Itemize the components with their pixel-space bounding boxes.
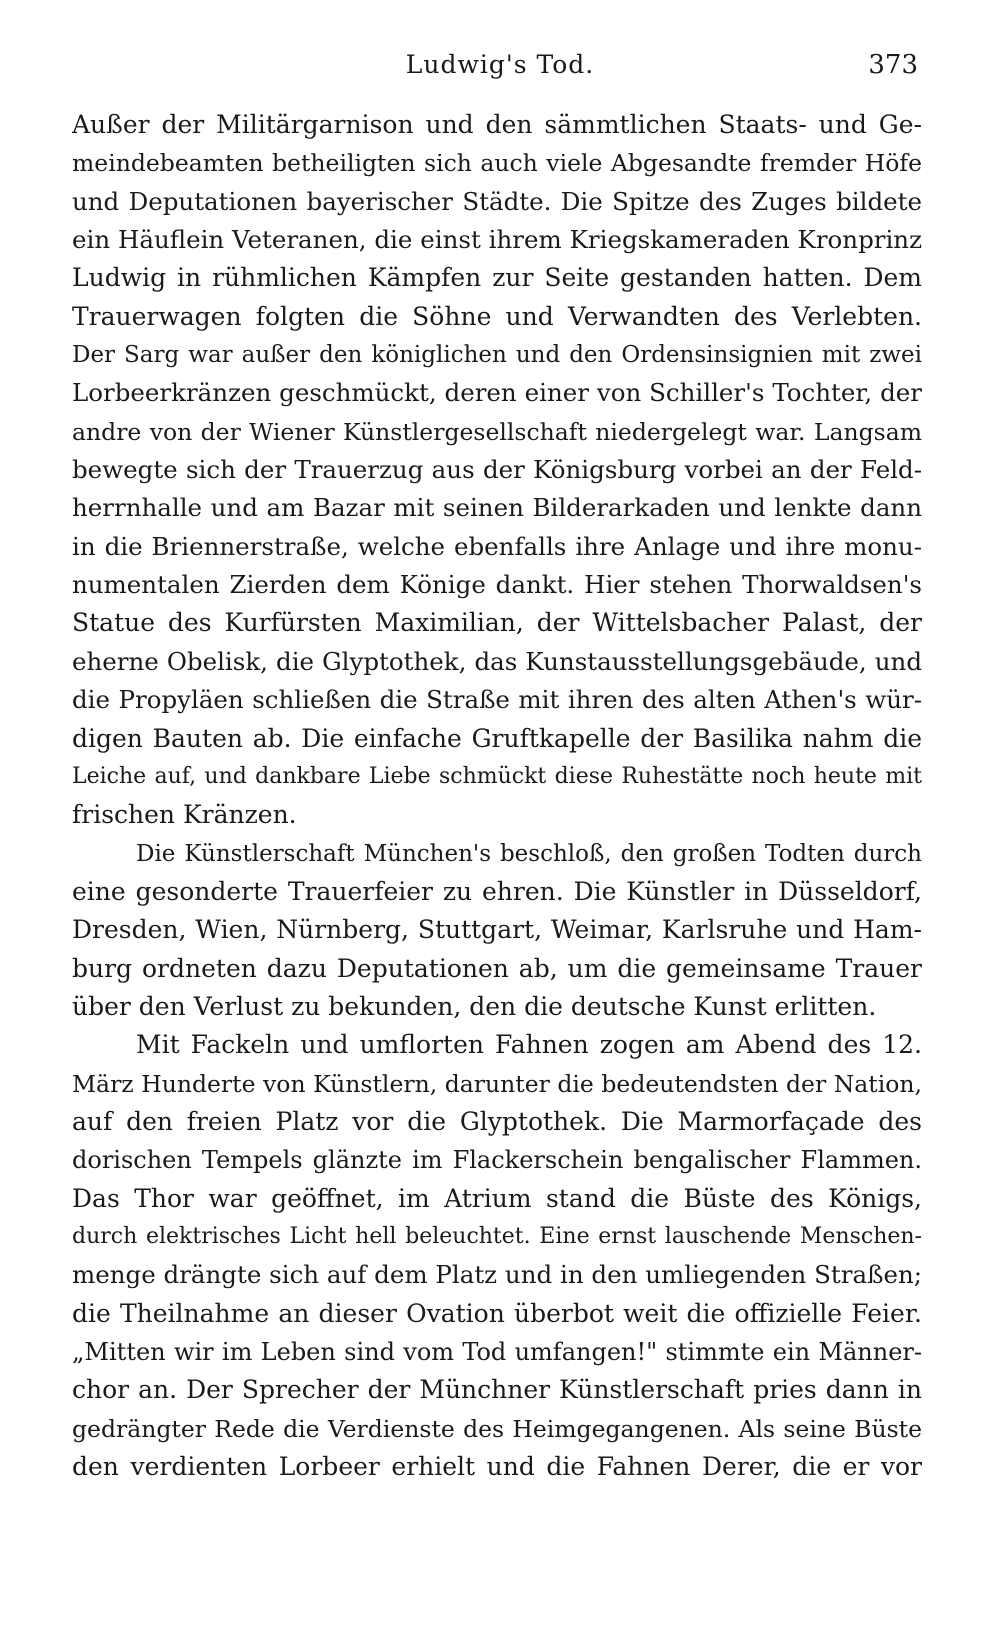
- text-line: März Hunderte von Künstlern, darunter die bedeutendsten der Nation,: [72, 1069, 922, 1098]
- text-line: digen Bauten ab. Die einfache Gruftkapelle der Basilika nahm die: [72, 723, 922, 753]
- text-line: und Deputationen bayerischer Städte. Die Spitze des Zuges bildete: [72, 186, 922, 216]
- text-line: herrnhalle und am Bazar mit seinen Bilderarkaden und lenkte dann: [72, 493, 922, 523]
- text-line: burg ordneten dazu Deputationen ab, um die gemeinsame Trauer: [72, 953, 922, 983]
- text-line: durch elektrisches Licht hell beleuchtet. Eine ernst lauschende Menschen-: [72, 1223, 922, 1249]
- text-line: die Theilnahme an dieser Ovation überbot weit die offizielle Feier.: [72, 1298, 922, 1328]
- paragraph-last-line: über den Verlust zu bekunden, den die deutsche Kunst erlitten.: [72, 991, 877, 1021]
- text-line: eherne Obelisk, die Glyptothek, das Kunstausstellungsgebäude, und: [72, 646, 922, 676]
- page-number: 373: [868, 50, 918, 80]
- text-line: Außer der Militärgarnison und den sämmtlichen Staats- und Ge-: [72, 110, 922, 139]
- text-line: chor an. Der Sprecher der Münchner Künstlerschaft pries dann in: [72, 1375, 922, 1405]
- text-line: Leiche auf, und dankbare Liebe schmückt diese Ruhestätte noch heute mit: [72, 763, 922, 789]
- text-line: Trauerwagen folgten die Söhne und Verwandten des Verlebten.: [72, 301, 922, 331]
- text-line: andre von der Wiener Künstlergesellschaft niedergelegt war. Langsam: [72, 417, 922, 446]
- text-line: Lorbeerkränzen geschmückt, deren einer von Schiller's Tochter, der: [72, 378, 922, 408]
- text-line: in die Briennerstraße, welche ebenfalls ihre Anlage und ihre monu-: [72, 531, 922, 561]
- text-line: gedrängter Rede die Verdienste des Heimgegangenen. Als seine Büste: [72, 1414, 922, 1443]
- text-line: auf den freien Platz vor die Glyptothek. Die Marmorfaçade des: [72, 1106, 922, 1136]
- text-line: menge drängte sich auf dem Platz und in den umliegenden Straßen;: [72, 1260, 922, 1290]
- text-line: Das Thor war geöffnet, im Atrium stand die Büste des Königs,: [72, 1183, 922, 1213]
- text-line: dorischen Tempels glänzte im Flackerschein bengalischer Flammen.: [72, 1146, 922, 1175]
- text-line: meindebeamten betheiligten sich auch viele Abgesandte fremder Höfe: [72, 149, 922, 178]
- paragraph-last-line: frischen Kränzen.: [72, 800, 297, 830]
- text-line: Dresden, Wien, Nürnberg, Stuttgart, Weimar, Karlsruhe und Ham-: [72, 915, 922, 945]
- text-line: ein Häuflein Veteranen, die einst ihrem Kriegskameraden Kronprinz: [72, 225, 922, 255]
- text-line: numentalen Zierden dem Könige dankt. Hier stehen Thorwaldsen's: [72, 570, 922, 600]
- text-line: Der Sarg war außer den königlichen und den Ordensinsignien mit zwei: [72, 342, 922, 369]
- paragraph-first-line: Die Künstlerschaft München's beschloß, den großen Todten durch: [136, 840, 922, 867]
- paragraph-first-line: Mit Fackeln und umflorten Fahnen zogen am Abend des 12.: [136, 1030, 922, 1060]
- text-line: den verdienten Lorbeer erhielt und die Fahnen Derer, die er vor: [72, 1452, 922, 1482]
- text-line: Statue des Kurfürsten Maximilian, der Wittelsbacher Palast, der: [72, 608, 922, 638]
- running-title: Ludwig's Tod.: [405, 50, 595, 79]
- body-text: [72, 106, 922, 1486]
- text-line: eine gesonderte Trauerfeier zu ehren. Die Künstler in Düsseldorf,: [72, 876, 922, 906]
- text-line: Ludwig in rühmlichen Kämpfen zur Seite gestanden hatten. Dem: [72, 263, 922, 293]
- running-head: [0, 50, 1000, 90]
- text-line: „Mitten wir im Leben sind vom Tod umfangen!" stimmte ein Männer-: [72, 1338, 922, 1366]
- text-line: bewegte sich der Trauerzug aus der Königsburg vorbei an der Feld-: [72, 455, 922, 485]
- text-line: die Propyläen schließen die Straße mit ihren des alten Athen's wür-: [72, 685, 922, 715]
